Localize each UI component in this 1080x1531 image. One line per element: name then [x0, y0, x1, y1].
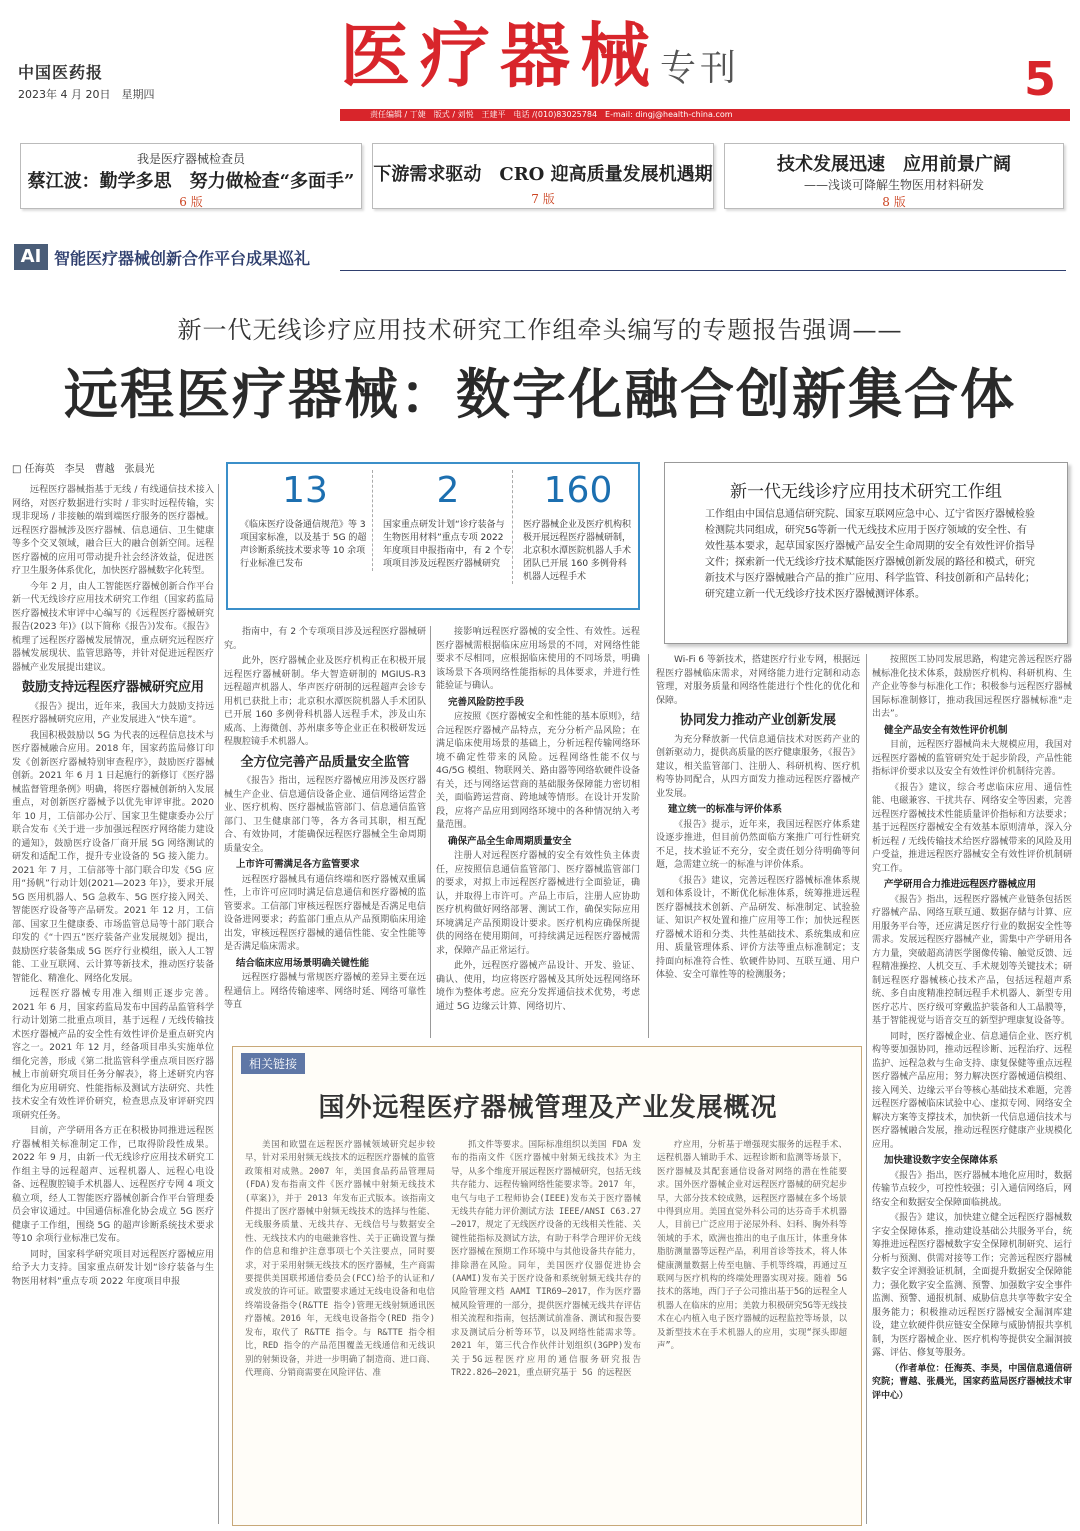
- article-column-1: [12, 484, 214, 1520]
- banner-text: 智能医疗器械创新合作平台成果巡礼: [54, 249, 311, 268]
- paragraph: 远程医疗器械具有通信终端和医疗器械双重属性，上市许可应同时满足信息通信和医疗器械的监管要求。工信部门审核远程医疗器械是否满足电信设备进网要求；药监部门重点从产品预期临床用途出发，审核远程医疗器械的通信性能、安全性能等是否满足临床需求。: [224, 874, 426, 952]
- teaser-page: 7 版: [531, 192, 555, 206]
- page-number: 5: [1024, 52, 1057, 106]
- subheading: 鼓励支持远程医疗器械研究应用: [21, 680, 204, 695]
- paragraph: 目前，产学研用各方正在积极协同推进远程医疗器械相关标准制定工作，已取得阶段性成果。2022 年 9 月，由新一代无线诊疗应用技术研究工作组主导的远程超声、远程机器人、远程心电设备、远程腹腔镜手术机器人、远程医疗专网 4 项文稿立项，经人工智能医疗器械创新合作平台管理委员会审议通过。中国通信标准化协会成立 5G 医疗健康子工作组，围绕 5G 的超声诊断系统技术要求等10 余项行业标准已发布。: [12, 1126, 214, 1244]
- masthead: [0, 0, 1080, 118]
- stat-number: 13: [282, 470, 328, 511]
- paragraph: 今年 2 月，由人工智能医疗器械创新合作平台新一代无线诊疗应用技术研究工作组（国家药监局医疗器械技术审评中心编写的《远程医疗器械研究报告(2023 年)》(以下简称《报告》)发布。《报告》梳理了远程医疗器械发展情况，重点研究远程医疗器械发展现状、监管思路等，并针对促进远程医疗器械产业发展提出建议。: [12, 581, 214, 673]
- stat-item: [240, 470, 370, 571]
- teaser-title: 蔡江波：勤学多思 努力做检查“多面手”: [27, 171, 355, 192]
- paragraph: 远程医疗器械指基于无线 / 有线通信技术接入网络，对医疗数据进行实时 / 非实时远程传输，实现非现场 / 非接触的端到端医疗服务的医疗器械。远程医疗器械涉及医疗器械、信息通信、卫生健康等多个交叉领域，融合巨大的融合创新空间。远程医疗器械的应用可带动提升社会经济效益，促进医疗卫生服务体系优化，加快医疗器械数字化转型。: [12, 485, 214, 576]
- teaser-pretitle: 我是医疗器械检查员: [136, 152, 245, 166]
- teaser-box-3[interactable]: [724, 143, 1064, 209]
- paragraph: 《报告》提出，近年来，我国大力鼓励支持远程医疗器械研究应用，产业发展进入“快车道”。: [12, 701, 214, 725]
- subheading: 全方位完善产品质量安全监管: [240, 754, 410, 770]
- article-column-4: [656, 654, 860, 1038]
- paragraph: 《报告》指出，远程医疗器械应用涉及医疗器械生产企业、信息通信设备企业、通信网络运营企业、医疗机构、医疗器械监管部门、信息通信监管部门、卫生健康部门等，各方各司其职，相互配合、有效协同，才能确保远程医疗器械全生命周期质量安全。: [224, 776, 426, 854]
- teaser-title: 下游需求驱动 CRO 迎高质量发展机遇期: [373, 164, 713, 185]
- paragraph: 为充分释放新一代信息通信技术对医药产业的创新驱动力，提供高质量的医疗健康服务，《报告》建议，相关监管部门、注册人、科研机构、医疗机构等协同配合，从四方面发力推动远程医疗器械产业发展。: [656, 734, 860, 799]
- column-divider: [648, 654, 649, 1038]
- related-column-3: [657, 1139, 847, 1517]
- minor-subheading: 健全产品安全有效性评价机制: [884, 724, 1008, 736]
- minor-subheading: 确保产品全生命周期质量安全: [448, 835, 572, 847]
- column-divider: [430, 626, 431, 1038]
- minor-subheading: 产学研用合力推进远程医疗器械应用: [884, 879, 1037, 890]
- teaser-box-2[interactable]: [372, 143, 714, 209]
- stat-description: 国家重点研发计划“诊疗装备与生物医用材料”重点专项 2022 年度项目申报指南中，有 2 个专项项目涉及远程医疗器械研究: [383, 520, 512, 569]
- article-column-3: [436, 626, 640, 1038]
- teaser-box-1[interactable]: [20, 143, 362, 209]
- paragraph: 应按照《医疗器械安全和性能的基本原则》，结合远程医疗器械产品特点，充分分析产品风险；在满足临床使用场景的基础上，分析远程传输网络环境不确定性带来的风险。远程网络性能不仅与 4G/5G 模组、物联网关、路由器等网络软硬件设备有关，还与网络运营商的基础服务保障能力密切相关，面临跨运营商、跨地域等情形。在设计开发阶段，应将产品应用到网络环境中的各种情况纳入考量范围。: [436, 712, 640, 830]
- paragraph: 美国和欧盟在远程医疗器械领域研究起步较早，针对采用射频无线技术的远程医疗器械的监管政策相对成熟。2007 年，美国食品药品管理局(FDA)发布指南文件《医疗器械中射频无线技术(草案)》，并于 2013 年发布正式版本。该指南文件提出了医疗器械中射频无线技术的选择与性能、无线服务质量、无线共存、无线信号与数据安全性、无线技术内的电磁兼容性、关于正确设置与操作的信息和维护注意事项七个关注要点，同时要求，对于采用射频无线技术的医疗器械，生产商需要提供美国联邦通信委员会(FCC)给予的认证和/或发放的许可证。欧盟要求通过无线电设备和电信终端设备指令(R&TTE 指令)管理无线射频通讯医疗器械。2016 年，无线电设备指令(RED 指令)发布，取代了 R&TTE 指令。与 R&TTE 指令相比，RED 指令的产品范围覆盖无线通信和无线识别的射频设备，并进一步明确了制造商、进口商、代理商、分销商需要在风险评估、准: [245, 1140, 435, 1378]
- article-kicker: 新一代无线诊疗应用技术研究工作组牵头编写的专题报告强调——: [177, 316, 903, 344]
- stat-item: [512, 470, 633, 584]
- section-title: 医疗器械: [340, 14, 660, 97]
- paragraph: 按照医工协同发展思路，构建完善远程医疗器械标准化技术体系，鼓励医疗机构、科研机构、生产企业等参与标准化工作；积极参与远程医疗器械国际标准制修订，推动我国远程医疗器械标准“走出去”。: [872, 655, 1072, 719]
- teaser-title: 技术发展迅速 应用前景广阔: [777, 154, 1011, 175]
- section-banner: [14, 244, 344, 272]
- working-group-box: [664, 462, 1068, 644]
- paragraph: 远程医疗器械专用准入细则正逐步完善。2021 年 6 月，国家药监局发布中国药品监管科学行动计划第二批重点项目，基于远程 / 无线传输技术医疗器械产品的安全性有效性评价是重点研究内容之一。2021 年 12 月，经备项目串头实施单位细化完善，形成《第二批监管科学重点项目医疗器械上市前研究项目任务分解表》，将上述研究内容细化为应用研究、性能指标及测试方法研究、共性技术安全有效性评价研究，检查思点及审评研究四项研究任务。: [12, 989, 214, 1121]
- section-subtitle: 专刊: [660, 48, 741, 89]
- paragraph: 我国积极鼓励以 5G 为代表的远程信息技术与医疗器械融合应用。2018 年，国家药监局修订印发《创新医疗器械特别审查程序》，鼓励医疗器械创新。2021 年 6 月 1 日起施行的新修订《医疗器械监督管理条例》明确，将医疗器械创新纳入发展重点，对创新医疗器械予以优先审评审批。2020 年 10 月，工信部办公厅、国家卫生健康委办公厅联合发布《关于进一步加强远程医疗网络能力建设的通知》，鼓励医疗设备厂商开展 5G 网络测试的研发和适配工作，提升专业设备的 5G 接入能力。2021 年 7 月，工信部等十部门联合印发《5G 应用“扬帆”行动计划(2021—2023 年)》，要求开展 5G 医用机器人、5G 急救车、5G 医疗接入网关、智能医疗设备等产品研发。2021 年 12 月，工信部、国家卫生健康委、市场监管总局等十部门联合印发的《“十四五”医疗装备产业发展规划》提出，鼓励医疗装备集成 5G 医疗行业模组，嵌入人工智能、工业互联网、云计算等新技术，推动医疗装备智能化、精准化、网络化发展。: [12, 730, 214, 984]
- paragraph: 《报告》建议，综合考虑临床应用、通信性能、电磁兼容、干扰共存、网络安全等因素，完善远程医疗器械技术性能质量评价指标和方法要求；基于远程医疗器械安全有效基本原则清单，深入分析远程 / 无线传输技术给医疗器械带来的风险及用户受益，推进远程医疗器械安全有效性评价机制研究工作。: [872, 782, 1072, 874]
- minor-subheading: 加快建设数字安全保障体系: [884, 1155, 999, 1166]
- working-group-body: 工作组由中国信息通信研究院、国家互联网应急中心、辽宁省医疗器械检验检测院共同组成，研究5G等新一代无线技术应用于医疗领域的安全性、有效性基本要求，起草国家医疗器械产品安全生命周期的安全有效性评价指导文件；探索新一代无线诊疗技术赋能医疗器械创新发展的路径和模式，研究新技术与医疗器械融合产品的推广应用、科学监管、科技创新和产品转化；研究建立新一代无线诊疗技术医疗器械测评体系。: [705, 509, 1035, 600]
- stat-description: 医疗器械企业及医疗机构积极开展远程医疗器械研制，北京积水潭医院机器人手术团队已开展 160 多例骨科机器人远程手术: [523, 520, 632, 582]
- related-column-1: [245, 1139, 435, 1517]
- editor-info-bar: 责任编辑 / 丁婕 版式 / 刘悦 王建平 电话 /(010)83025784 E-mail: dingj@health-china.com: [340, 109, 1070, 121]
- minor-subheading: 上市许可需满足各方监管要求: [236, 859, 360, 870]
- paragraph: 《报告》指出，医疗器械本地化应用时，数据传输节点较少，可控性较强；引入通信网络后，网络安全和数据安全保障面临挑战。: [872, 1170, 1072, 1208]
- stat-description: 《临床医疗设备通信规范》等 3 项国家标准，以及基于 5G 的超声诊断系统技术要求等 10 余项行业标准已发布: [240, 520, 367, 569]
- stats-box: [226, 462, 640, 610]
- article-headline: 远程医疗器械：数字化融合创新集合体: [64, 362, 1016, 426]
- teaser-page: 6 版: [179, 195, 203, 209]
- related-title: 国外远程医疗器械管理及产业发展概况: [318, 1093, 778, 1123]
- column-divider: [218, 484, 219, 1524]
- teaser-subtitle: ——浅谈可降解生物医用材料研发: [803, 178, 984, 192]
- minor-subheading: 结合临床应用场景明确关键性能: [236, 957, 370, 969]
- teaser-page: 8 版: [882, 195, 906, 209]
- banner-divider: [340, 270, 1066, 271]
- stat-item: [372, 470, 513, 571]
- working-group-title: 新一代无线诊疗应用技术研究工作组: [730, 482, 1002, 502]
- ai-logo-icon: AI: [14, 244, 48, 270]
- minor-subheading: 建立统一的标准与评价体系: [668, 804, 783, 815]
- article-column-2: [224, 626, 426, 1038]
- column-divider: [866, 654, 867, 1524]
- paragraph: 疗应用，分析基于增强现实服务的远程手术、远程机器人辅助手术、远程诊断和监测等场景下，医疗器械及其配套通信设备对网络的潜在性能要求。国外医疗器械企业对远程医疗器械的研究起步早，大部分技术较成熟，远程医疗器械在多个场景中得到应用。美国直觉外科公司的达芬奇手术机器人，目前已广泛应用于泌尿外科、妇科、胸外科等领域的手术，欧洲也推出的电子血压计，体重身体脂肪测量器等远程产品，利用首诊等技术，将人体健康测量数据上传至电脑、手机等终端，再通过互联网与医疗机构的终端处理器实现对接。随着 5G 技术的落地，西门子子公司推出基于5G的远程全人机器人在临床的应用；美敦力积极研究5G等无线技术在心内植入电子医疗器械的远程监控等场景，以及新型技术在手术机器人的应用，实现“探头即超声”。: [657, 1140, 847, 1352]
- paragraph: 同时，国家科学研究项目对远程医疗器械应用给予大力支持。国家重点研发计划“诊疗装备与生物医用材料”重点专项 2022 年度项目申报: [12, 1249, 214, 1287]
- paragraph: 远程医疗器械与常规医疗器械的差异主要在远程通信上。网络传输速率、网络时延、网络可靠性等直: [224, 973, 426, 1010]
- minor-subheading: 完善风险防控手段: [448, 696, 525, 708]
- stat-number: 2: [436, 470, 460, 511]
- paragraph: 抓文件等要求。国际标准组织以美国 FDA 发布的指南文件《医疗器械中射频无线技术》为主导，从多个维度开展远程医疗器械研究，包括无线共存能力、远程传输网络性能要求等。2017 年，电气与电子工程师协会(IEEE)发布关于医疗器械无线共存能力评价测试方法 IEEE/ANSI C63.27—2017，规定了无线医疗设备的无线相关性能、关键性能指标及测试方法，有助于科学合理评价无线医疗器械在预期工作环境中与其他设备共存能力，排除潜在风险。同年，美国医疗仪器促进协会(AAMI)发布关于医疗设备和系统射频无线共存的风险管理文档 AAMI TIR69—2017，作为医疗器械风险管理的一部分，提供医疗器械无线共存评估相关流程和指南，包括测试前准备、测试和报告要求及测试后分析等环节，以及网络性能需求等。2021 年，第三代合作伙伴计划组织(3GPP)发布关于5G远程医疗应用的通信服务研究报告 TR22.826—2021，重点研究基于 5G 的远程医: [451, 1140, 641, 1378]
- paragraph: 《报告》建议，完善远程医疗器械标准体系规划和体系设计，不断优化标准体系，统筹推进远程医疗器械技术创新、产品研发、标准制定、试验验证、知识产权处置和推广应用等工作；加快远程医疗器械术语和分类、共性基础技术、系统集成和应用、质量管理体系、评价方法等重点标准制定；支持面向标准符合性、软硬件协同、互联互通、用户体验、安全可靠性等的检测服务；: [656, 875, 860, 980]
- paragraph: 此外，医疗器械企业及医疗机构正在积极开展远程医疗器械研制。华大智造研制的 MGIUS-R3 远程超声机器人、华声医疗研制的远程超声会诊专用机已获批上市；北京积水潭医院机器人手术团队已开展 160 多例骨科机器人远程手术，涉及山东威高、上海微创、苏州康多等企业正在积极研发远程腹腔镜手术机器人。: [224, 656, 426, 747]
- author-affiliation: （作者单位：任海英、李昊，中国信息通信研究院；曹越、张晨光，国家药监局医疗器械技术审评中心）: [872, 1363, 1072, 1401]
- paragraph: 此外，远程医疗器械产品设计、开发、验证、确认、使用，均应将医疗器械及其所处远程网络环境作为整体考虑。应充分发挥通信技术优势，考虑通过 5G 边缘云计算、网络切片、: [436, 961, 640, 1012]
- related-link-box: [232, 1046, 862, 1526]
- paper-name: 中国医药报: [18, 63, 104, 82]
- paragraph: 同时，医疗器械企业、信息通信企业、医疗机构等要加强协同，推动远程诊断、远程治疗、远程监护、远程急救与生命支持、康复保健等重点远程医疗器械产品应用；努力解决医疗器械通信模组、接入网关、边缘云平台等核心基础技术难题，完善远程医疗器械临床试验中心、虚拟专网、网络安全解决方案等支撑技术，加快新一代信息通信技术与医疗器械融合发展，推动远程医疗健康产业规模化应用。: [872, 1031, 1072, 1150]
- paragraph: 注册人对远程医疗器械的安全有效性负主体责任，应按照信息通信监管部门、医疗器械监管部门的要求，对拟上市远程医疗器械进行全面验证，确认，并取得上市许可。产品上市后，注册人应协助医疗机构做好网络部署、测试工作，确保实际应用环境满足产品预期设计要求。医疗机构应确保所提供的网络在使用期间，可持续满足远程医疗器械需求，保障产品正常运行。: [436, 851, 640, 956]
- subheading: 协同发力推动产业创新发展: [679, 713, 836, 728]
- publication-date: 2023年 4 月 20日 星期四: [18, 88, 155, 101]
- paragraph: 《报告》指出，远程医疗器械产业链条包括医疗器械产品、网络互联互通、数据存储与计算、应用服务平台等，还应满足医疗行业的数据安全性等需求。发展远程医疗器械产业，需集中产学研用各方力量，突破超高清医学图像传输、触觉反馈、远程精准操控、人机交互、手术规划等关键技术；研制远程医疗器械核心技术产品，包括远程超声系统、多自由度精准控制远程手术机器人、新型专用医疗芯片、医疗级可穿戴监护装备和人工晶膜等，基于智能视觉与语音交互的新型护理康复设备等。: [872, 894, 1072, 1026]
- paragraph: 《报告》提示，近年来，我国远程医疗体系建设逐步推进，但目前仍然面临方案推广可行性研究不足，技术验证不充分，安全责任划分待明确等问题，急需建立统一的标准与评价体系。: [656, 819, 860, 870]
- paragraph: 指南中，有 2 个专项项目涉及远程医疗器械研究。: [224, 627, 426, 651]
- paragraph: 接影响远程医疗器械的安全性、有效性。远程医疗器械需根据临床应用场景的不同，对网络性能要求不尽相同，应根据临床使用的不同场景，明确该场景下各项网络性能指标的具体要求，并进行性能验证与确认。: [436, 627, 640, 691]
- article-byline: □ 任海英 李昊 曹越 张晨光: [12, 464, 155, 475]
- stat-number: 160: [543, 470, 613, 511]
- article-column-5: [872, 654, 1072, 1524]
- related-tag: 相关链接: [241, 1053, 305, 1074]
- paragraph: 目前，远程医疗器械尚未大规模应用，我国对远程医疗器械的监管研究处于起步阶段，产品性能指标评价要求以及安全有效性评价机制待完善。: [872, 740, 1072, 777]
- related-column-2: [451, 1139, 641, 1517]
- paragraph: Wi-Fi 6 等新技术，搭建医疗行业专网，根据远程医疗器械临床需求，对网络能力进行定制和动态管理，对服务质量和网络性能进行个性化的优化和保障。: [656, 655, 860, 706]
- paragraph: 《报告》建议，加快建立健全远程医疗器械数字安全保障体系，推动建设基础公共服务平台，统筹推进远程医疗器械数字安全保障机制研究、运行分析与预测、供需对接等工作；完善远程医疗器械数字安全评测验证机制，全面提升数据安全保障能力；强化数字安全监测、预警、加强数字安全事件监测、预警、通报机制、威胁信息共享等数字安全服务能力；积极推动远程医疗器械安全漏洞库建设，建立软硬件供应链安全保障与威胁情报共享机制，为医疗器械企业、医疗机构等提供安全漏洞披露、评估、修复等服务。: [872, 1213, 1072, 1358]
